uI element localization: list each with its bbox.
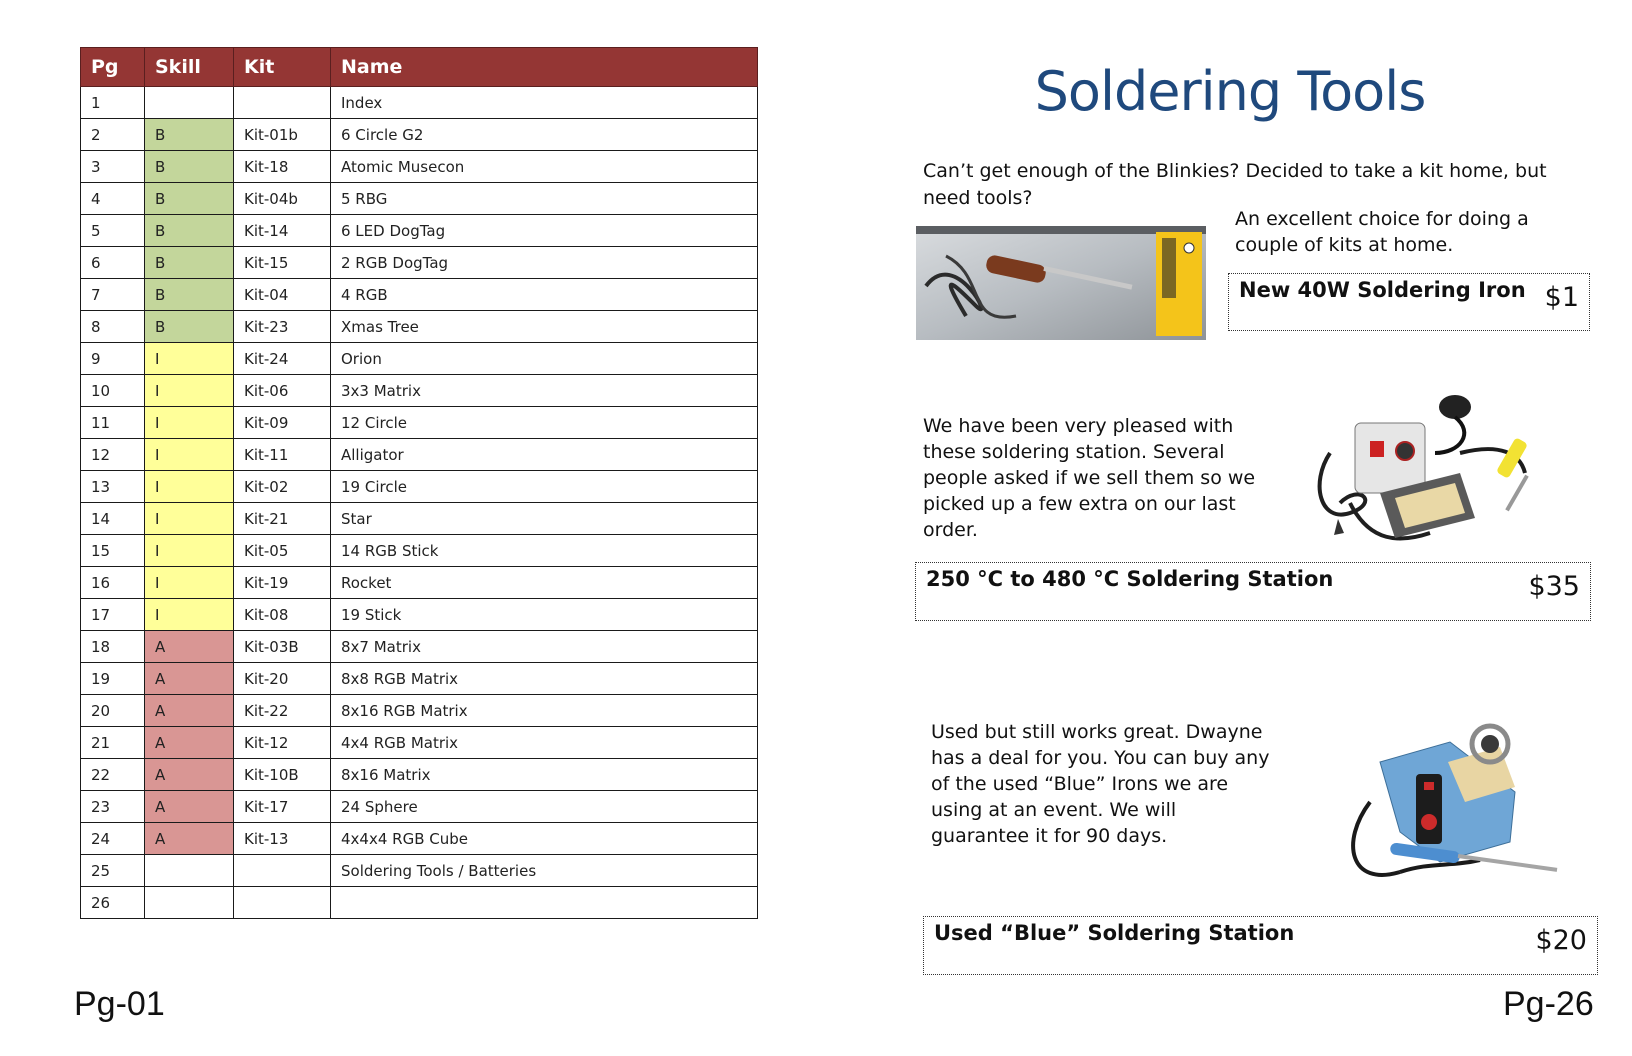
cell-skill: A <box>145 695 234 727</box>
cell-kit: Kit-01b <box>234 119 331 151</box>
table-row <box>81 599 758 631</box>
cell-name: 8x7 Matrix <box>331 631 758 663</box>
table-row <box>81 247 758 279</box>
cell-kit: Kit-15 <box>234 247 331 279</box>
cell-skill: I <box>145 503 234 535</box>
cell-pg: 25 <box>81 855 145 887</box>
cell-kit: Kit-11 <box>234 439 331 471</box>
cell-kit: Kit-20 <box>234 663 331 695</box>
table-row <box>81 631 758 663</box>
cell-name: 4x4x4 RGB Cube <box>331 823 758 855</box>
cell-name <box>331 887 758 919</box>
table-row <box>81 183 758 215</box>
cell-name: 8x8 RGB Matrix <box>331 663 758 695</box>
cell-name: Atomic Musecon <box>331 151 758 183</box>
cell-name: 8x16 Matrix <box>331 759 758 791</box>
cell-skill: I <box>145 439 234 471</box>
index-table-header <box>81 48 758 87</box>
cell-name: Index <box>331 87 758 119</box>
cell-name: 24 Sphere <box>331 791 758 823</box>
cell-kit: Kit-23 <box>234 311 331 343</box>
iron-description: An excellent choice for doing a couple of kits at home. <box>1235 208 1529 256</box>
cell-skill <box>145 887 234 919</box>
table-row <box>81 823 758 855</box>
header-skill: Skill <box>145 48 234 87</box>
cell-name: 5 RBG <box>331 183 758 215</box>
cell-pg: 22 <box>81 759 145 791</box>
cell-skill: A <box>145 759 234 791</box>
cell-skill: B <box>145 183 234 215</box>
cell-skill: A <box>145 663 234 695</box>
cell-kit: Kit-22 <box>234 695 331 727</box>
cell-pg: 11 <box>81 407 145 439</box>
iron-name: New 40W Soldering Iron <box>1239 278 1526 302</box>
cell-skill: I <box>145 471 234 503</box>
soldering-station-photo <box>1310 393 1550 553</box>
cell-pg: 12 <box>81 439 145 471</box>
cell-name: 4 RGB <box>331 279 758 311</box>
cell-pg: 21 <box>81 727 145 759</box>
cell-skill: A <box>145 631 234 663</box>
table-row <box>81 663 758 695</box>
cell-kit: Kit-08 <box>234 599 331 631</box>
cell-skill <box>145 855 234 887</box>
cell-skill: A <box>145 727 234 759</box>
table-row <box>81 727 758 759</box>
cell-name: 19 Stick <box>331 599 758 631</box>
cell-pg: 23 <box>81 791 145 823</box>
station-name: 250 °C to 480 °C Soldering Station <box>926 567 1334 591</box>
cell-kit <box>234 887 331 919</box>
iron-price-box <box>1228 273 1590 331</box>
cell-skill: I <box>145 567 234 599</box>
cell-pg: 24 <box>81 823 145 855</box>
cell-skill: B <box>145 151 234 183</box>
cell-name: Alligator <box>331 439 758 471</box>
cell-kit: Kit-06 <box>234 375 331 407</box>
cell-name: Xmas Tree <box>331 311 758 343</box>
cell-name: 8x16 RGB Matrix <box>331 695 758 727</box>
cell-pg: 10 <box>81 375 145 407</box>
page-number-left: Pg-01 <box>74 985 165 1023</box>
table-row <box>81 791 758 823</box>
header-pg: Pg <box>81 48 145 87</box>
table-row <box>81 887 758 919</box>
cell-pg: 3 <box>81 151 145 183</box>
cell-name: 14 RGB Stick <box>331 535 758 567</box>
cell-skill: I <box>145 407 234 439</box>
cell-kit: Kit-17 <box>234 791 331 823</box>
cell-pg: 2 <box>81 119 145 151</box>
table-row <box>81 343 758 375</box>
cell-pg: 18 <box>81 631 145 663</box>
cell-kit: Kit-09 <box>234 407 331 439</box>
cell-skill: B <box>145 247 234 279</box>
cell-skill: B <box>145 311 234 343</box>
table-row <box>81 119 758 151</box>
cell-kit: Kit-13 <box>234 823 331 855</box>
station-price: $35 <box>1528 571 1580 602</box>
cell-skill: I <box>145 599 234 631</box>
cell-kit: Kit-18 <box>234 151 331 183</box>
cell-pg: 17 <box>81 599 145 631</box>
cell-kit <box>234 87 331 119</box>
table-row <box>81 695 758 727</box>
blue-soldering-station-photo <box>1340 722 1575 892</box>
station-description: We have been very pleased with these soldering station. Several people asked if we sell them so we picked up a few extra on our last order. <box>923 415 1256 541</box>
table-row <box>81 151 758 183</box>
cell-name: 3x3 Matrix <box>331 375 758 407</box>
cell-kit: Kit-21 <box>234 503 331 535</box>
cell-pg: 26 <box>81 887 145 919</box>
cell-name: Rocket <box>331 567 758 599</box>
header-name: Name <box>331 48 758 87</box>
blue-price-box <box>923 916 1598 975</box>
cell-kit: Kit-10B <box>234 759 331 791</box>
cell-skill: I <box>145 375 234 407</box>
index-table <box>80 47 758 919</box>
cell-pg: 20 <box>81 695 145 727</box>
cell-pg: 14 <box>81 503 145 535</box>
cell-kit: Kit-19 <box>234 567 331 599</box>
station-price-box <box>915 562 1591 621</box>
cell-skill: B <box>145 279 234 311</box>
blue-description: Used but still works great. Dwayne has a deal for you. You can buy any of the used “Blue” Irons we are using at an event. We will guarantee it for 90 days. <box>931 721 1270 847</box>
cell-pg: 19 <box>81 663 145 695</box>
blue-price: $20 <box>1535 925 1587 956</box>
cell-skill: B <box>145 215 234 247</box>
cell-name: Soldering Tools / Batteries <box>331 855 758 887</box>
cell-name: 12 Circle <box>331 407 758 439</box>
page-title: Soldering Tools <box>1034 60 1426 123</box>
cell-skill: I <box>145 343 234 375</box>
index-table-body <box>81 87 758 919</box>
cell-skill: B <box>145 119 234 151</box>
table-row <box>81 855 758 887</box>
cell-pg: 6 <box>81 247 145 279</box>
table-row <box>81 535 758 567</box>
cell-name: 6 Circle G2 <box>331 119 758 151</box>
table-row <box>81 215 758 247</box>
cell-pg: 5 <box>81 215 145 247</box>
cell-pg: 13 <box>81 471 145 503</box>
cell-kit: Kit-05 <box>234 535 331 567</box>
cell-name: 4x4 RGB Matrix <box>331 727 758 759</box>
soldering-iron-photo <box>916 226 1206 340</box>
cell-name: 2 RGB DogTag <box>331 247 758 279</box>
cell-pg: 1 <box>81 87 145 119</box>
cell-kit <box>234 855 331 887</box>
table-row <box>81 407 758 439</box>
table-row <box>81 567 758 599</box>
header-kit: Kit <box>234 48 331 87</box>
intro-text: Can’t get enough of the Blinkies? Decided to take a kit home, but need tools? <box>923 160 1547 209</box>
cell-kit: Kit-04b <box>234 183 331 215</box>
table-row <box>81 87 758 119</box>
cell-kit: Kit-03B <box>234 631 331 663</box>
cell-pg: 16 <box>81 567 145 599</box>
cell-kit: Kit-12 <box>234 727 331 759</box>
table-row <box>81 279 758 311</box>
cell-name: Star <box>331 503 758 535</box>
cell-name: 6 LED DogTag <box>331 215 758 247</box>
cell-name: Orion <box>331 343 758 375</box>
cell-pg: 4 <box>81 183 145 215</box>
cell-skill <box>145 87 234 119</box>
table-row <box>81 375 758 407</box>
cell-pg: 15 <box>81 535 145 567</box>
cell-pg: 7 <box>81 279 145 311</box>
cell-skill: A <box>145 823 234 855</box>
cell-pg: 8 <box>81 311 145 343</box>
cell-skill: I <box>145 535 234 567</box>
cell-kit: Kit-02 <box>234 471 331 503</box>
cell-name: 19 Circle <box>331 471 758 503</box>
cell-pg: 9 <box>81 343 145 375</box>
cell-kit: Kit-24 <box>234 343 331 375</box>
table-row <box>81 503 758 535</box>
cell-kit: Kit-04 <box>234 279 331 311</box>
iron-price: $1 <box>1544 282 1579 313</box>
cell-skill: A <box>145 791 234 823</box>
table-row <box>81 439 758 471</box>
table-row <box>81 471 758 503</box>
blue-name: Used “Blue” Soldering Station <box>934 921 1295 945</box>
page-number-right: Pg-26 <box>1503 985 1594 1023</box>
table-row <box>81 759 758 791</box>
table-row <box>81 311 758 343</box>
cell-kit: Kit-14 <box>234 215 331 247</box>
